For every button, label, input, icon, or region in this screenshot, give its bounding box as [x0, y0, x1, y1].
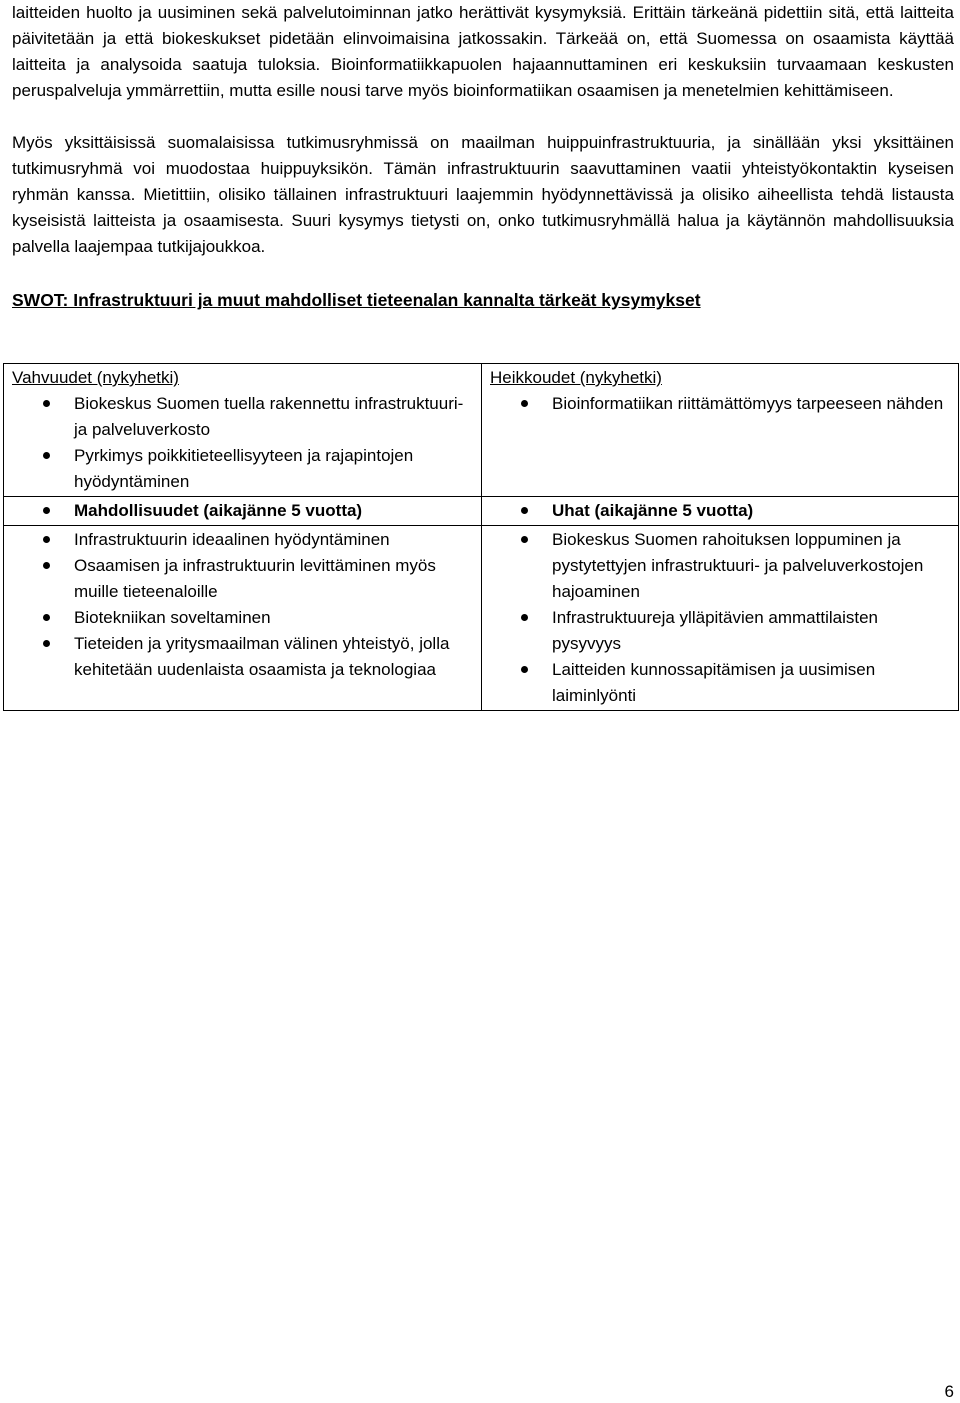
weakness-item: Bioinformatiikan riittämättömyys tarpeeseen nähden: [490, 391, 950, 417]
body-paragraph-2: Myös yksittäisissä suomalaisissa tutkimusryhmissä on maailman huippuinfrastruktuuria, ja sinällään yksi yksittäinen tutkimusryhmä voi muodostaa huippuyksikön. Tämän infrastruktuurin saavuttaminen vaatii yhteistyökontaktin kyseisen ryhmän kanssa. Mietittiin, olisiko tällainen infrastruktuuri laajemmin hyödynnettävissä ja olisiko aiheellista tehdä listausta kyseisistä laitteista ja osaamisesta. Suuri kysymys tietysti on, onko tutkimusryhmällä halua ja käytännön mahdollisuuksia palvella laajempaa tutkijajoukkoa.: [12, 133, 954, 256]
opportunity-item: Tieteiden ja yritysmaailman välinen yhteistyö, jolla kehitetään uudenlaista osaamista ja teknologiaa: [12, 631, 473, 683]
threats-header-cell: [482, 497, 959, 526]
opportunities-header-list: [12, 498, 473, 524]
opportunity-item: Infrastruktuurin ideaalinen hyödyntäminen: [12, 527, 473, 553]
weaknesses-cell: [482, 364, 959, 497]
opportunity-item: Biotekniikan soveltaminen: [12, 605, 473, 631]
strengths-cell: [4, 364, 482, 497]
swot-row-future-headers: [4, 497, 959, 526]
swot-row-future: [4, 526, 959, 711]
strengths-list: [12, 391, 473, 495]
threats-list: [490, 527, 950, 709]
document-page: [12, 0, 954, 313]
weaknesses-list: [490, 391, 950, 417]
strength-item: Pyrkimys poikkitieteellisyyteen ja rajapintojen hyödyntäminen: [12, 443, 473, 495]
swot-row-present: [4, 364, 959, 497]
page-number: 6: [944, 1382, 954, 1401]
threat-item: Laitteiden kunnossapitämisen ja uusimisen laiminlyönti: [490, 657, 950, 709]
threat-item: Biokeskus Suomen rahoituksen loppuminen ja pystytettyjen infrastruktuuri- ja palveluverkostojen hajoaminen: [490, 527, 950, 605]
swot-table: [3, 363, 959, 711]
body-paragraph-1: laitteiden huolto ja uusiminen sekä palvelutoiminnan jatko herättivät kysymyksiä. Erittäin tärkeänä pidettiin sitä, että laitteita päivitetään ja että biokeskukset pidetään elinvoimaisina jatkossakin. Tärkeää on, että Suomessa on osaamista käyttää laitteita ja analysoida saatuja tuloksia. Bioinformatiikkapuolen hajaannuttaminen eri keskuksiin turvaamaan keskusten peruspalveluja ymmärrettiin, mutta esille nousi tarve myös bioinformatiikan osaamisen ja menetelmien kehittämiseen.: [12, 3, 954, 100]
threats-header-list: [490, 498, 950, 524]
threat-item: Infrastruktuureja ylläpitävien ammattilaisten pysyvyys: [490, 605, 950, 657]
opportunities-header-cell: [4, 497, 482, 526]
strength-item: Biokeskus Suomen tuella rakennettu infrastruktuuri- ja palveluverkosto: [12, 391, 473, 443]
weaknesses-title: Heikkoudet (nykyhetki): [490, 368, 662, 387]
opportunities-list: [12, 527, 473, 683]
strengths-title: Vahvuudet (nykyhetki): [12, 368, 179, 387]
opportunity-item: Osaamisen ja infrastruktuurin levittäminen myös muille tieteenaloille: [12, 553, 473, 605]
opportunities-cell: [4, 526, 482, 711]
opportunities-title: Mahdollisuudet (aikajänne 5 vuotta): [12, 498, 473, 524]
threats-cell: [482, 526, 959, 711]
swot-heading: SWOT: Infrastruktuuri ja muut mahdolliset tieteenalan kannalta tärkeät kysymykset: [12, 290, 701, 310]
threats-title: Uhat (aikajänne 5 vuotta): [490, 498, 950, 524]
